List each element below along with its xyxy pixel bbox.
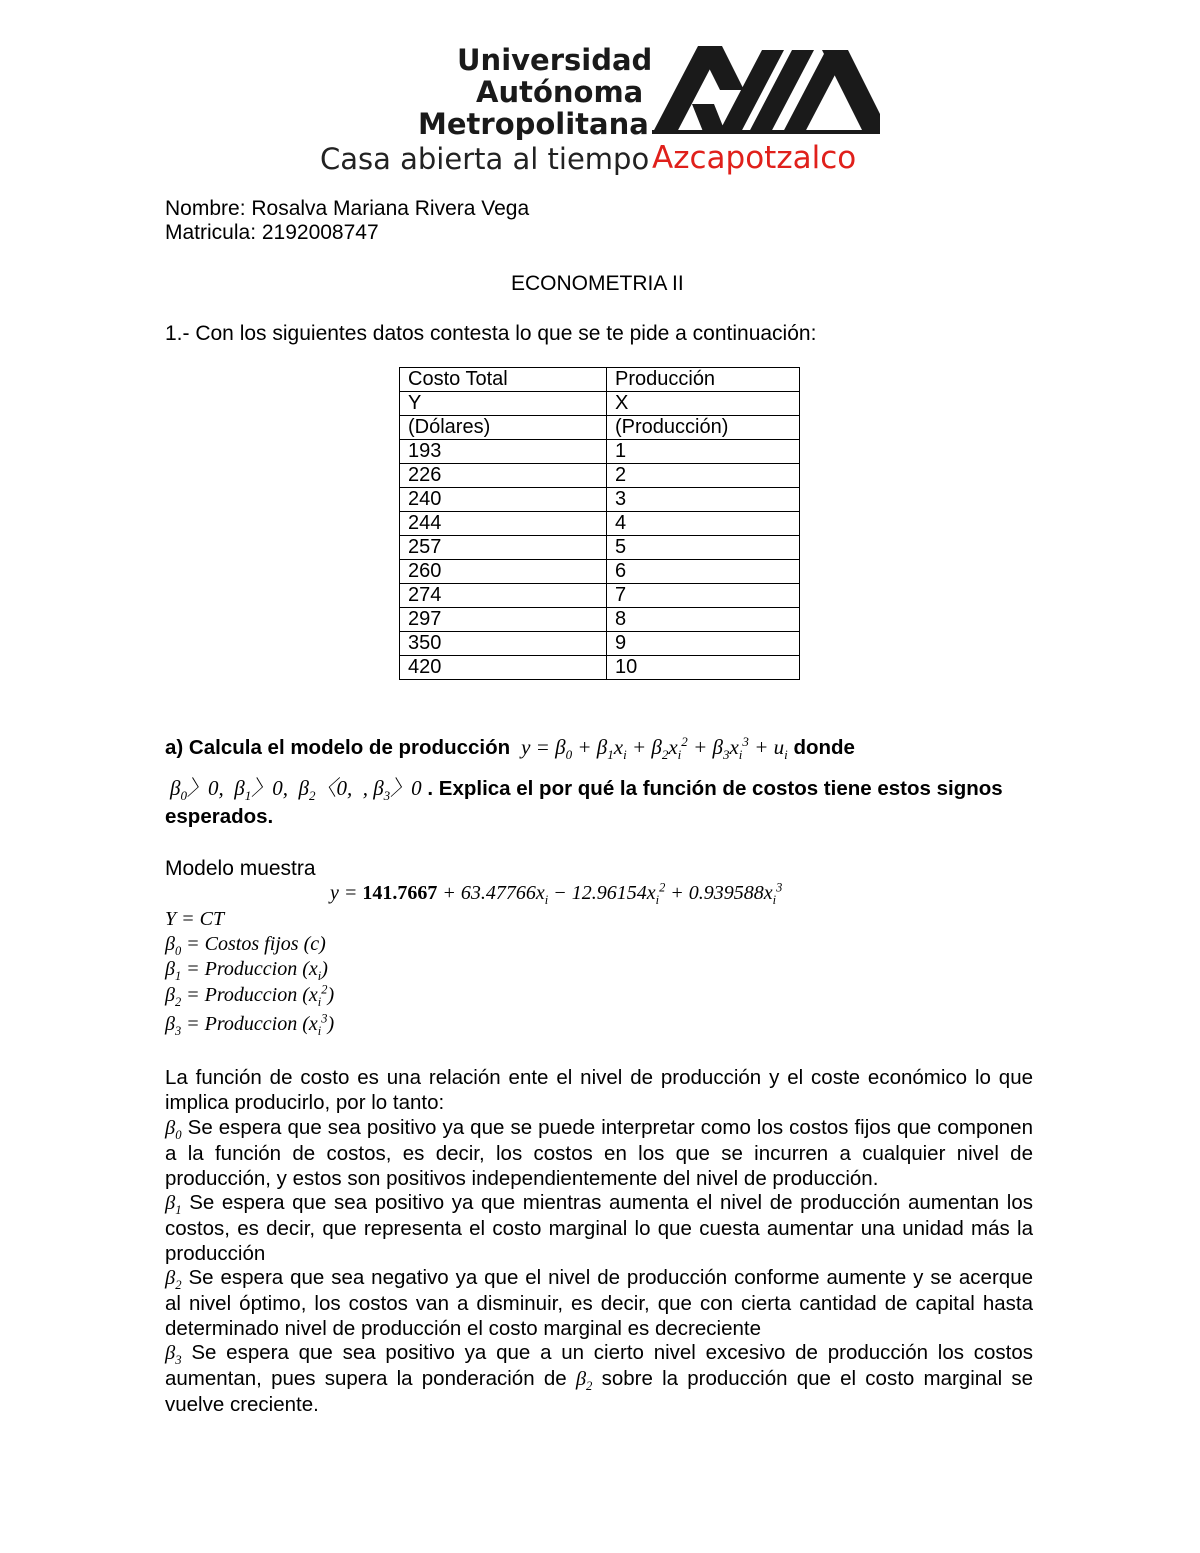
def-b2: $\beta_2$ = Produccion $(x_i^2)$ — [165, 982, 335, 1009]
model-heading: Modelo muestra — [165, 857, 316, 880]
cell-cost: 240 — [400, 488, 607, 512]
discussion-b3-text-1: Se espera que sea positivo ya que a un cierto nivel excesivo de producción los costos aumentan, pues supera la ponderación de — [165, 1341, 1033, 1391]
beta2-symbol: $\beta_2$ — [165, 1267, 182, 1293]
cell-production: 2 — [607, 464, 800, 488]
def-b0: $\beta_0$ = Costos fijos (c) — [165, 933, 326, 958]
def-b2-value: Produccion — [204, 984, 298, 1006]
cell-production: (Producción) — [607, 416, 800, 440]
table-row — [400, 464, 800, 488]
cell-production: 3 — [607, 488, 800, 512]
part-a-explain-2: esperados. — [165, 805, 274, 828]
discussion-b2 — [165, 1265, 1033, 1342]
def-b1: $\beta_1$ = Produccion $(x_i)$ — [165, 958, 328, 983]
cell-cost: Costo Total — [400, 368, 607, 392]
course-title: ECONOMETRIA II — [511, 272, 684, 295]
discussion-b0-text: Se espera que sea positivo ya que se puede interpretar como los costos fijos que componen a la función de costos, es decir, los costos en los que se incurren a cualquier nivel de producción, y estos son positivos independientemente del nivel de producción. — [165, 1116, 1033, 1191]
def-b0-value: Costos fijos (c) — [204, 933, 326, 955]
cell-production: 10 — [607, 656, 800, 680]
cell-production: 4 — [607, 512, 800, 536]
cell-cost: 193 — [400, 440, 607, 464]
logo-university-line2: Autónoma — [476, 75, 644, 109]
cell-cost: 297 — [400, 608, 607, 632]
estimated-model: $y = 141.7667 + 63.47766x_i - 12.96154x_i^2 + 0.939588x_i^3$ — [330, 880, 783, 907]
def-b3-value: Produccion — [204, 1013, 298, 1035]
def-b3: $\beta_3$ = Produccion $(x_i^3)$ — [165, 1011, 335, 1038]
model-equation: $y = \beta_0 + \beta_1x_i + \beta_2x_i^2 + \beta_3x_i^3 + u_i$ — [515, 734, 788, 763]
cell-cost: 244 — [400, 512, 607, 536]
discussion-b1-text: Se espera que sea positivo ya que mientras aumenta el nivel de producción aumentan los costos, es decir, que representa el costo marginal lo que cuesta aumentar una unidad más la producción — [165, 1191, 1033, 1266]
beta0-symbol: $\beta_0$ — [165, 1117, 182, 1143]
student-name: Nombre: Rosalva Mariana Rivera Vega — [165, 197, 530, 220]
cell-cost: Y — [400, 392, 607, 416]
table-row — [400, 584, 800, 608]
cell-cost: 350 — [400, 632, 607, 656]
student-id: Matricula: 2192008747 — [165, 221, 379, 244]
cell-production: Producción — [607, 368, 800, 392]
cell-production: 7 — [607, 584, 800, 608]
discussion-b2-text: Se espera que sea negativo ya que el nivel de producción conforme aumente y se acerque al nivel óptimo, los costos van a disminuir, es decir, que con cierta cantidad de capital hasta determinado nivel de producción el costo marginal es decreciente — [165, 1266, 1033, 1341]
table-row — [400, 368, 800, 392]
cell-production: 8 — [607, 608, 800, 632]
part-a-donde: donde — [793, 736, 855, 759]
def-b1-value: Produccion — [204, 958, 298, 980]
discussion-b3 — [165, 1340, 1033, 1418]
logo-campus: Azcapotzalco — [652, 140, 857, 176]
beta2-ref-symbol: $\beta_2$ — [575, 1368, 593, 1394]
beta1-symbol: $\beta_1$ — [165, 1192, 182, 1218]
logo-university-line1: Universidad — [457, 43, 653, 77]
discussion-b1 — [165, 1190, 1033, 1267]
table-row — [400, 656, 800, 680]
table-row — [400, 488, 800, 512]
cell-cost: 420 — [400, 656, 607, 680]
uam-emblem-icon — [652, 44, 880, 136]
part-a-lead: a) Calcula el modelo de producción — [165, 736, 511, 759]
table-row — [400, 440, 800, 464]
cell-production: 5 — [607, 536, 800, 560]
part-a-prompt — [165, 734, 855, 763]
cell-cost: 257 — [400, 536, 607, 560]
logo-tagline: Casa abierta al tiempo — [320, 142, 650, 176]
cell-production: X — [607, 392, 800, 416]
coef-b1: 63.47766 — [460, 882, 536, 904]
coef-b0: 141.7667 — [362, 882, 438, 904]
cell-cost: 226 — [400, 464, 607, 488]
cell-production: 9 — [607, 632, 800, 656]
cell-cost: 274 — [400, 584, 607, 608]
def-y-value: CT — [199, 908, 225, 930]
table-row — [400, 560, 800, 584]
part-a-explain: . Explica el por qué la función de costos tiene estos signos — [427, 777, 1003, 800]
coef-b3: 0.939588 — [688, 882, 764, 904]
table-row — [400, 512, 800, 536]
question-1: 1.- Con los siguientes datos contesta lo que se te pide a continuación: — [165, 322, 817, 345]
discussion-intro: La función de costo es una relación ente el nivel de producción y el coste económico lo que implica producirlo, por lo tanto: — [165, 1066, 1033, 1115]
beta3-symbol: $\beta_3$ — [165, 1342, 182, 1368]
table-row — [400, 608, 800, 632]
table-row — [400, 392, 800, 416]
part-a-signs — [170, 772, 1003, 802]
table-row — [400, 632, 800, 656]
def-y: Y = CT — [165, 908, 225, 930]
discussion-b0 — [165, 1115, 1033, 1192]
sign-conditions: $\beta_0$〉0, $\beta_1$〉0, $\beta_2$〈0, , $\beta_3$〉0 — [170, 776, 422, 804]
table-row — [400, 416, 800, 440]
logo-university-line3: Metropolitana — [418, 107, 649, 141]
cell-production: 6 — [607, 560, 800, 584]
data-table — [399, 367, 800, 680]
coef-b2: 12.96154 — [571, 882, 647, 904]
discussion-b3-text-2: sobre la producción que el costo marginal se vuelve creciente. — [165, 1367, 1033, 1417]
cell-cost: 260 — [400, 560, 607, 584]
table-row — [400, 536, 800, 560]
cell-cost: (Dólares) — [400, 416, 607, 440]
cell-production: 1 — [607, 440, 800, 464]
